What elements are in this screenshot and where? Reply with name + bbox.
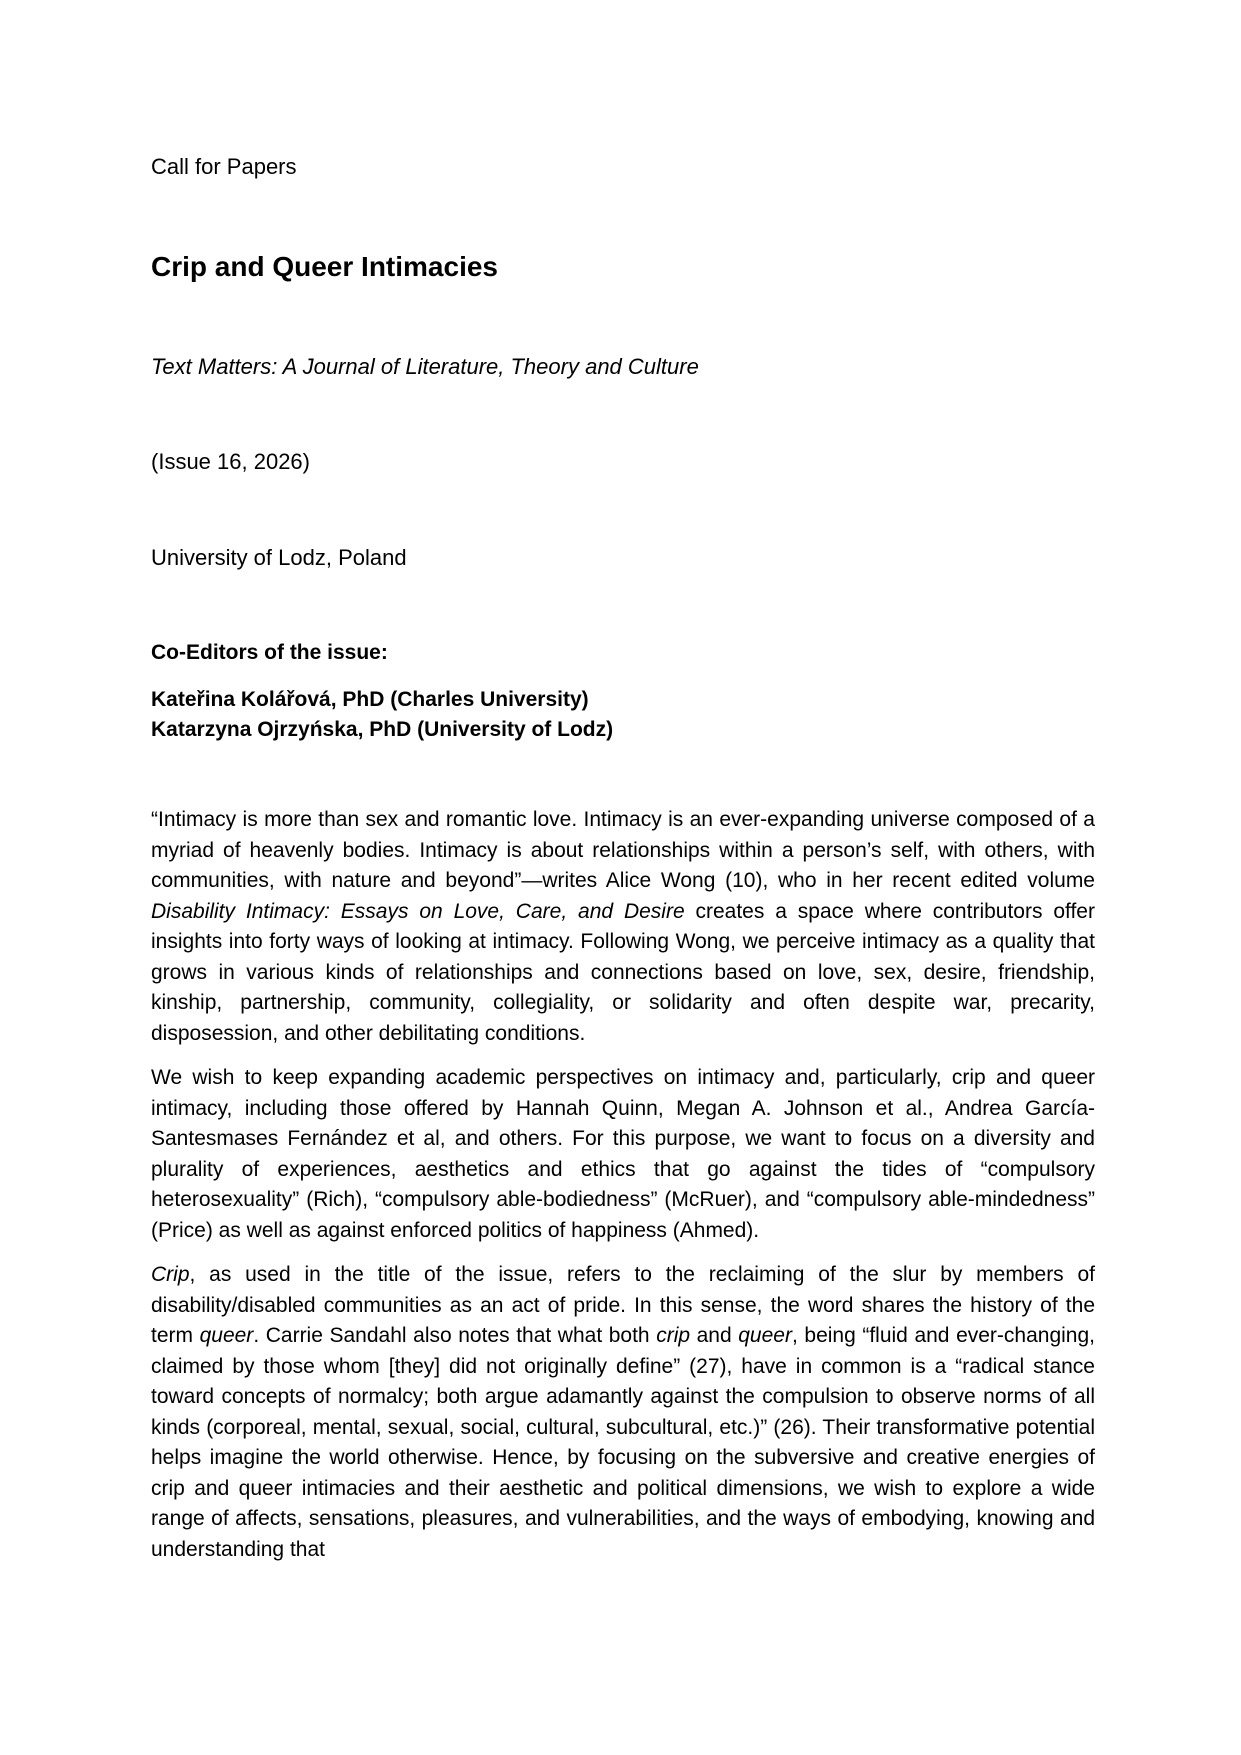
- paragraph-2: We wish to keep expanding academic perspectives on intimacy and, particularly, crip and queer intimacy, including those offered by Hannah Quinn, Megan A. Johnson et al., Andrea García-Santesmases Fernández et al, and others. For this purpose, we want to focus on a diversity and plurality of experiences, aesthetics and ethics that go against the tides of “compulsory heterosexuality” (Rich), “compulsory able-bodiedness” (McRuer), and “compulsory able-mindedness” (Price) as well as against enforced politics of happiness (Ahmed).: [151, 1066, 1095, 1242]
- editor-name: Katarzyna Ojrzyńska, PhD (University of Lodz): [151, 718, 614, 741]
- term-crip: crip: [656, 1324, 691, 1347]
- paragraph-1-text-b: creates a space where contributors offer insights into forty ways of looking at intimacy. Following Wong, we perceive intimacy as a quality that grows in various kinds of relationships and connections based on love, sex, desire, friendship, kinship, partnership, community, collegiality, or solidarity and often despite war, precarity, disposession, and other debilitating conditions.: [151, 899, 1095, 1045]
- call-for-papers-label: Call for Papers: [151, 154, 297, 179]
- editors-list: [151, 685, 613, 745]
- document-title: Crip and Queer Intimacies: [151, 251, 498, 282]
- issue-number: (Issue 16, 2026): [151, 449, 310, 474]
- paragraph-3-text-c: and: [690, 1324, 739, 1347]
- body-text: [151, 805, 1095, 1579]
- term-crip: Crip: [151, 1263, 190, 1286]
- paragraph-3-text-d: , being “fluid and ever-changing, claimed by those whom [they] did not originally define” (27), have in common is a “radical stance toward concepts of normalcy; both argue adamantly against the compulsion to observe norms of all kinds (corporeal, mental, sexual, social, cultural, subcultural, etc.)” (26). Their transformative potential helps imagine the world otherwise. Hence, by focusing on the subversive and creative energies of crip and queer intimacies and their aesthetic and political dimensions, we wish to explore a wide range of affects, sensations, pleasures, and vulnerabilities, and the ways of embodying, knowing and understanding that: [151, 1324, 1095, 1561]
- term-queer: queer: [738, 1324, 792, 1347]
- book-title: Disability Intimacy: Essays on Love, Care, and Desire: [151, 899, 685, 923]
- editor-name: Kateřina Kolářová, PhD (Charles University): [151, 688, 589, 711]
- paragraph-3-text-b: . Carrie Sandahl also notes that what both: [253, 1324, 657, 1347]
- paragraph-1-text-a: “Intimacy is more than sex and romantic love. Intimacy is an ever-expanding universe composed of a myriad of heavenly bodies. Intimacy is about relationships within a person’s self, with others, with communities, with nature and beyond”—writes Alice Wong (10), who in her recent edited volume: [151, 808, 1095, 892]
- paragraph-1: [151, 805, 1095, 1049]
- co-editors-heading: Co-Editors of the issue:: [151, 641, 388, 664]
- journal-name: Text Matters: A Journal of Literature, Theory and Culture: [151, 354, 699, 379]
- paragraph-3: [151, 1260, 1095, 1565]
- institution-name: University of Lodz, Poland: [151, 545, 407, 570]
- paragraph-3-text-a: , as used in the title of the issue, refers to the reclaiming of the slur by members of disability/disabled communities as an act of pride. In this sense, the word shares the history of the term: [151, 1263, 1095, 1347]
- term-queer: queer: [199, 1324, 254, 1347]
